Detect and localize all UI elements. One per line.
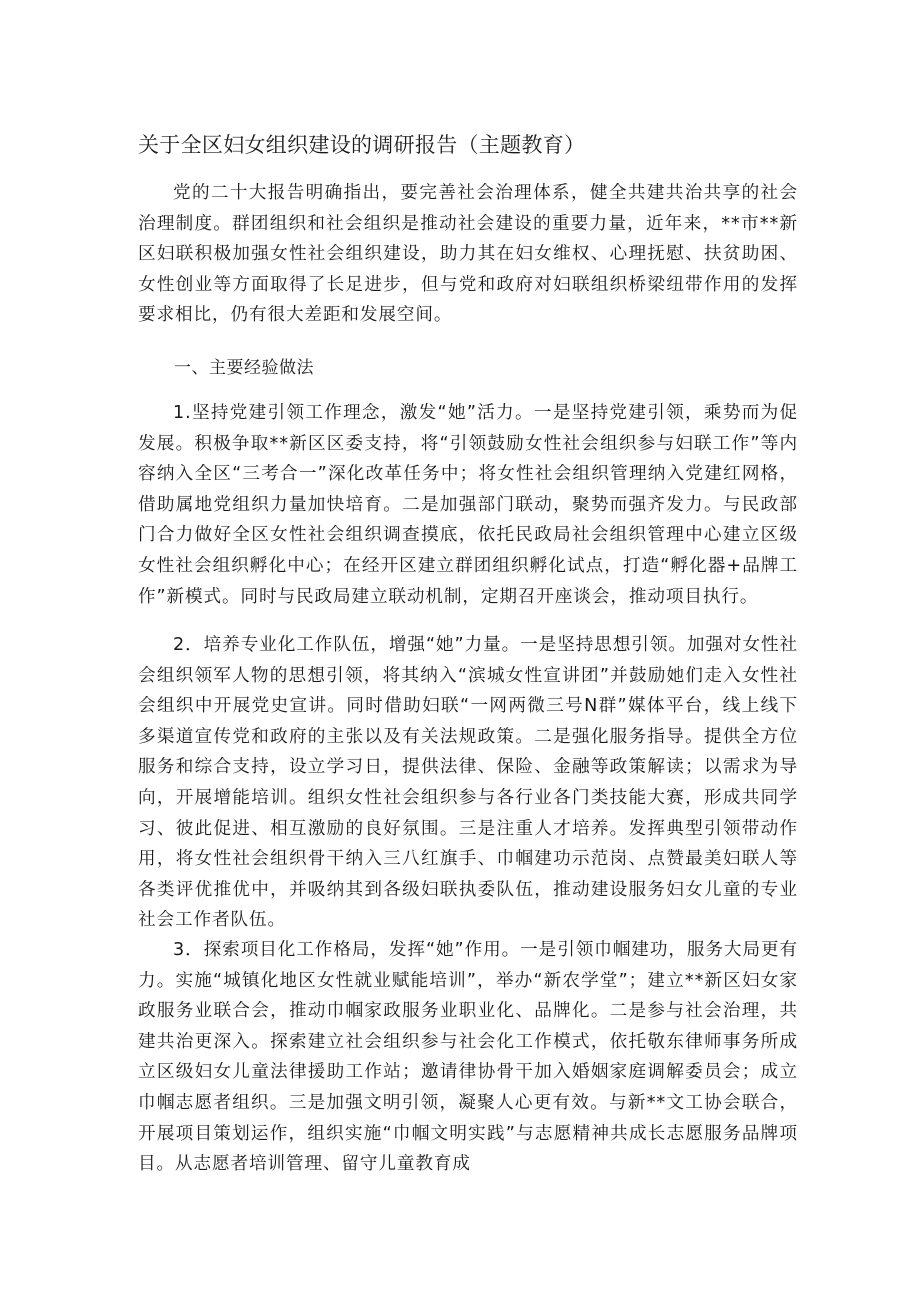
intro-paragraph: 党的二十大报告明确指出，要完善社会治理体系，健全共建共治共享的社会治理制度。群团组织和社会组织是推动社会建设的重要力量，近年来，**市**新区妇联积极加强女性社会组织建设，助力其在妇女维权、心理抚慰、扶贫助困、女性创业等方面取得了长足进步，但与党和政府对妇联组织桥梁纽带作用的发挥要求相比，仍有很大差距和发展空间。 [138, 183, 798, 326]
section-heading: 一、主要经验做法 [174, 358, 314, 378]
section-1-paragraph: 1.坚持党建引领工作理念，激发“她”活力。一是坚持党建引领，乘势而为促发展。积极争取**新区区委支持，将“引领鼓励女性社会组织参与妇联工作”等内容纳入全区“三考合一”深化改革任务中；将女性社会组织管理纳入党建红网格，借助属地党组织力量加快培育。二是加强部门联动，聚势而强齐发力。与民政部门合力做好全区女性社会组织调查摸底，依托民政局社会组织管理中心建立区级女性社会组织孵化中心；在经开区建立群团组织孵化试点，打造“孵化器+品牌工作”新模式。同时与民政局建立联动机制，定期召开座谈会，推动项目执行。 [138, 403, 798, 607]
document-title: 关于全区妇女组织建设的调研报告（主题教育） [138, 133, 586, 157]
section-3-paragraph: 3．探索项目化工作格局，发挥“她”作用。一是引领巾帼建功，服务大局更有力。实施“城镇化地区女性就业赋能培训”，举办“新农学堂”；建立**新区妇女家政服务业联合会，推动巾帼家政服务业职业化、品牌化。二是参与社会治理，共建共治更深入。探索建立社会组织参与社会化工作模式，依托敬东律师事务所成立区级妇女儿童法律援助工作站；邀请律协骨干加入婚姻家庭调解委员会；成立巾帼志愿者组织。三是加强文明引领，凝聚人心更有效。与新**文工协会联合，开展项目策划运作，组织实施“巾帼文明实践”与志愿精神共成长志愿服务品牌项目。从志愿者培训管理、留守儿童教育成 [138, 940, 798, 1175]
section-2-paragraph: 2．培养专业化工作队伍，增强“她”力量。一是坚持思想引领。加强对女性社会组织领军人物的思想引领，将其纳入“滨城女性宣讲团”并鼓励她们走入女性社会组织中开展党史宣讲。同时借助妇联“一网两微三号N群”媒体平台，线上线下多渠道宣传党和政府的主张以及有关法规政策。二是强化服务指导。提供全方位服务和综合支持，设立学习日，提供法律、保险、金融等政策解读；以需求为导向，开展增能培训。组织女性社会组织参与各行业各门类技能大赛，形成共同学习、彼此促进、相互激励的良好氛围。三是注重人才培养。发挥典型引领带动作用，将女性社会组织骨干纳入三八红旗手、巾帼建功示范岗、点赞最美妇联人等各类评优推优中，并吸纳其到各级妇联执委队伍，推动建设服务妇女儿童的专业社会工作者队伍。 [138, 635, 798, 931]
